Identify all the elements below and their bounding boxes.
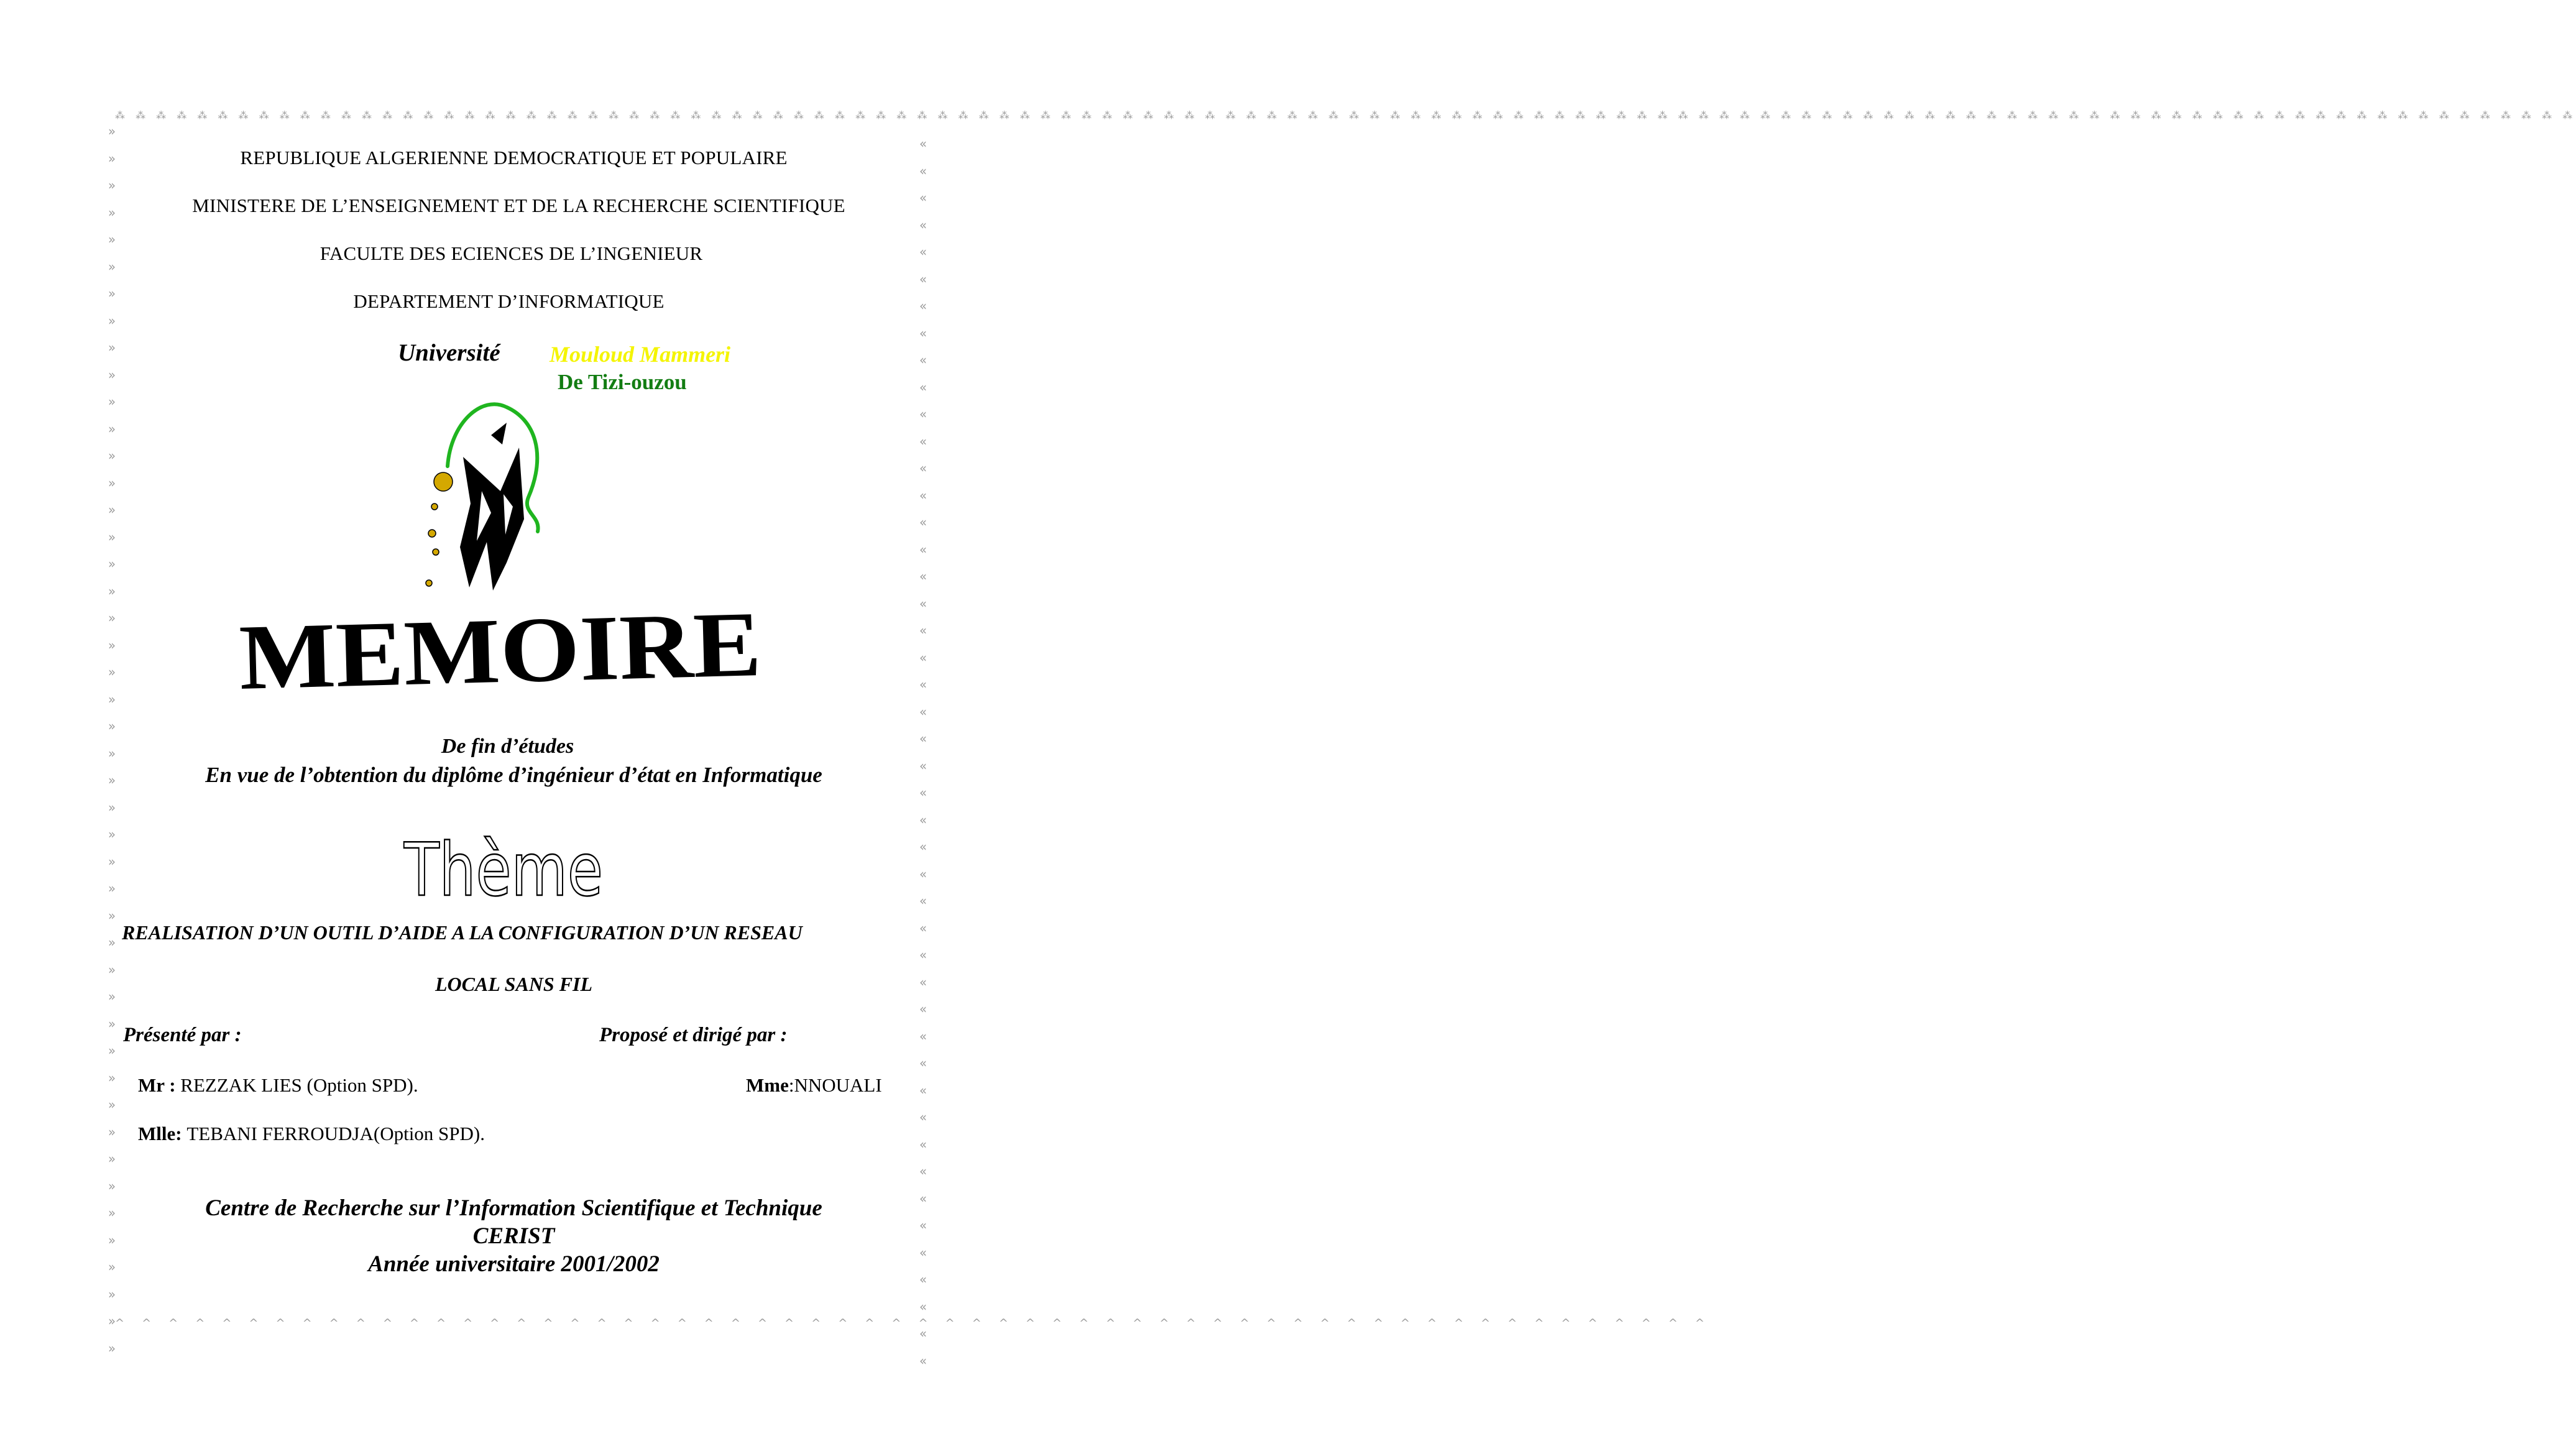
university-label: Université: [398, 339, 500, 366]
student-1-name: REZZAK LIES (Option SPD).: [180, 1074, 418, 1096]
topic-line1: REALISATION D’UN OUTIL D’AIDE A LA CONFIGURATION D’UN RESEAU: [122, 921, 803, 944]
supervisor-name: :NNOUALI: [788, 1074, 882, 1096]
presented-by-label: Présenté par :: [123, 1024, 242, 1046]
svg-text:Thème: Thème: [403, 827, 603, 913]
student-1-prefix: Mr :: [138, 1074, 181, 1096]
footer-center-name: Centre de Recherche sur l’Information Scientifique et Technique: [205, 1195, 822, 1221]
subtitle-line2: En vue de l’obtention du diplôme d’ingénieur d’état en Informatique: [205, 763, 822, 787]
topic-line2: LOCAL SANS FIL: [435, 973, 593, 995]
svg-text:MEMOIRE: MEMOIRE: [237, 593, 717, 709]
university-logo: [413, 398, 569, 594]
border-right: « « « « « « « « « « « « « « « « « « « « « « « « « « « « « « « « « « « « « « « « « « « « « «: [919, 136, 927, 1368]
border-bottom: ^^^^^^^^^^^^^^^^^^^^^^^^^^^^^^^^^^^^^^^^^^^^^^^^^^^^^^^^^^^^: [115, 1317, 1722, 1330]
border-top: ⁂ ⁂ ⁂ ⁂ ⁂ ⁂ ⁂ ⁂ ⁂ ⁂ ⁂ ⁂ ⁂ ⁂ ⁂ ⁂ ⁂ ⁂ ⁂ ⁂ ⁂ ⁂ ⁂ ⁂ ⁂ ⁂ ⁂ ⁂ ⁂ ⁂ ⁂ ⁂ ⁂ ⁂ ⁂ ⁂ ⁂ ⁂ ⁂ ⁂ ⁂ ⁂ ⁂ ⁂ ⁂ ⁂ ⁂ ⁂ ⁂ ⁂ ⁂ ⁂ ⁂ ⁂ ⁂ ⁂ ⁂ ⁂ ⁂ ⁂ ⁂ ⁂ ⁂ ⁂ ⁂ ⁂ ⁂ ⁂ ⁂ ⁂ ⁂ ⁂ ⁂ ⁂ ⁂ ⁂ ⁂ ⁂ ⁂ ⁂ ⁂ ⁂ ⁂ ⁂ ⁂ ⁂ ⁂ ⁂ ⁂ ⁂ ⁂ ⁂ ⁂ ⁂ ⁂ ⁂ ⁂ ⁂ ⁂ ⁂ ⁂ ⁂ ⁂ ⁂ ⁂ ⁂ ⁂ ⁂ ⁂ ⁂ ⁂ ⁂ ⁂ ⁂ ⁂ ⁂ ⁂ ⁂ ⁂ ⁂: [115, 109, 2576, 121]
footer-cerist: CERIST: [472, 1223, 555, 1249]
logo-yellow-dots: [426, 472, 453, 586]
university-name: Mouloud Mammeri: [550, 342, 731, 367]
student-2: [138, 1123, 485, 1145]
supervisor: [746, 1074, 882, 1097]
student-2-prefix: Mlle:: [138, 1123, 187, 1144]
student-1: [138, 1074, 418, 1097]
header-ministry: MINISTERE DE L’ENSEIGNEMENT ET DE LA RECHERCHE SCIENTIFIQUE: [192, 195, 845, 216]
memoire-title: [230, 593, 771, 709]
footer-academic-year: Année universitaire 2001/2002: [368, 1251, 660, 1277]
header-faculty: FACULTE DES ECIENCES DE L’INGENIEUR: [320, 242, 703, 264]
theme-heading: [398, 821, 609, 914]
university-city: De Tizi-ouzou: [558, 370, 687, 394]
supervised-by-label: Proposé et dirigé par :: [599, 1024, 788, 1046]
logo-black-shape: [460, 423, 524, 591]
header-republic: REPUBLIQUE ALGERIENNE DEMOCRATIQUE ET POPULAIRE: [240, 147, 788, 168]
border-left: » » » » » » » » » » » » » » » » » » » » » » » » » » » » » » » » » » » » » » » » » » » » » »: [108, 124, 116, 1356]
subtitle-line1: De fin d’études: [441, 735, 574, 758]
supervisor-prefix: Mme: [746, 1074, 789, 1096]
student-2-name: TEBANI FERROUDJA(Option SPD).: [186, 1123, 485, 1144]
header-department: DEPARTEMENT D’INFORMATIQUE: [353, 290, 665, 312]
